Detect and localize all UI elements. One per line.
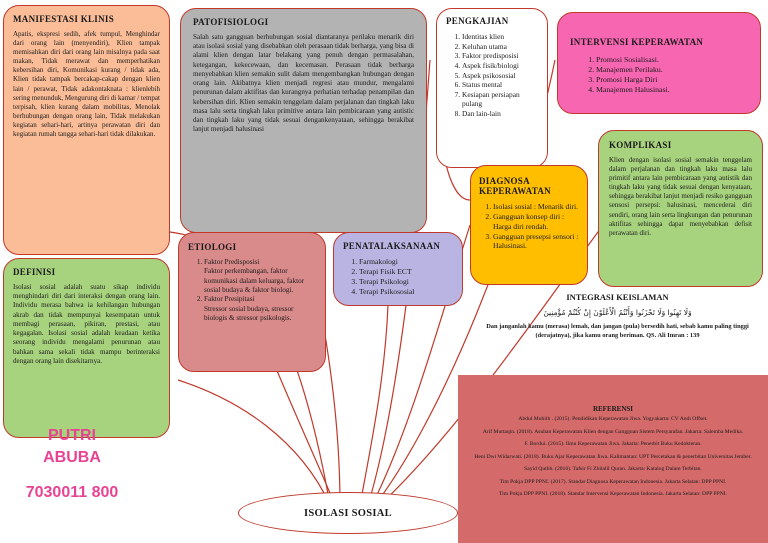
diagnosa-item: 3. Gangguan presepsi sensori : Halusinasi. — [493, 232, 579, 252]
referensi-entry: Heni Dwi Widarwati. (2018). Buku Ajar Keperawatan Jiwa. Kalimantan: UPT Percetakan & penerbitan Universitas Jember. — [474, 453, 752, 460]
referensi-entry: Sayid Qutbh. (2016). Tafsir Fi Zhilalil Quran. Jakarta: Katalog Dalam Terbitan. — [524, 466, 702, 473]
manifestasi-klinis-box — [3, 5, 170, 255]
patofisiologi-title: PATOFISIOLOGI — [193, 17, 269, 27]
etiologi-list — [188, 258, 316, 324]
intervensi-title: INTERVENSI KEPERAWATAN — [570, 37, 704, 47]
referensi-box — [458, 375, 768, 543]
pengkajian-item: 4. Aspek fisik/biologi — [462, 61, 538, 71]
manifestasi-title: MANIFESTASI KLINIS — [13, 14, 115, 24]
manifestasi-text: Apatis, ekspresi sedih, afek tumpul, Menghindar dari orang lain (menyendiri), Klien tampak memisahkan diri dari orang lain misalnya pada saat makan, Tidak merawat dan memperhatikan kebersihan diri, Komunikasi kurang / tidak ada, Klien tidak tampak bercakap-cakap dengan klien lain / perawat, Tidak adakontaknata : klienlebih sering menunduk, Mengurung diri di kamar / tempat terpisah, klien kurang dalam mobilitas, Menolak berhubungan dengan orang lain, Tidak melakukan kegiatan sehari-hari, artinya perawatan diri dan kegiatan rumah tangga sehari-hari tidak dilakukan. — [13, 30, 160, 139]
author-id: 7030011 800 — [25, 484, 119, 501]
komplikasi-title: KOMPLIKASI — [609, 140, 672, 150]
definisi-title: DEFINISI — [13, 267, 56, 277]
patofisiologi-text: Salah satu gangguan berhubungan sosial diantaranya perilaku menarik diri atau isolasi sosial yang disebabkan oleh perasaan tidak berharga, yang bisa di alami klien dengan latar belakang yang penuh dengan permasalahan, ketegangan, kekecewaan, dan kecemasan. Perasaan tidak berharga menyebabkan klien semakin sulit dalam mengembangkan hubungan dengan orang lain. Akibatnya klien menjadi regresi atau mundur, mengalami penurunan dalam aktifitas dan kurangnya perhatian terhadap penampilan dan kebersihan diri. Klien semakin tenggelam dalam perjalanan dan tingkah laku masa lalu serta tingkah laku primitive antara lain pembicaraan yang autistic dan tingkah laku yang tidak sesuai dengankenyataan, sehingga berakibat lanjut menjadi halusinasi — [193, 33, 414, 134]
intervensi-box — [557, 12, 761, 114]
definisi-text: Isolasi sosial adalah suatu sikap individu menghindari diri dari interaksi dengan orang lain. Individu merasa bahwa ia kehilangan hubungan akrab dan tidak mempunyai kesempatan untuk membagi perasaan, pikiran, prestasi, atau kegagalan. Isolasi sosial adalah keadaan ketika seorang individu mengalami penurunan atau bahkan sama sekali tidak mampu berinteraksi dengan orang lain disekitarnya. — [13, 283, 160, 365]
komplikasi-text: Klien dengan isolasi sosial semakin tenggelam dalam perjalanan dan tingkah laku masa lalu primitif antara lain pembicaraan yang autistik dan tingkah laku yang tidak sesuai dengan kenyataan, sehingga berakibat lanjut menjadi resiko gangguan sensosi persepsi: halusinasi, mencederai diri sendiri, orang lain serta lingkungan dan penurunan aktifitas sehingga dapat menyebabkan defisit perawatan diri. — [609, 156, 752, 237]
intervensi-item: 1. Promosi Sosialisasi. — [596, 55, 748, 65]
referensi-entry: F. Bordui. (2015). Ilmu Keperawatan Jiwa. Jakarta: Penerbit Buku Kedokteran. — [524, 441, 702, 448]
pengkajian-item: 6. Status mental — [462, 80, 538, 90]
integrasi-translation: Dan janganlah kamu (merasa) lemah, dan jangan (pula) bersedih hati, sebab kamu paling tinggi (derajatnya), jika kamu orang beriman. QS. Ali Imran : 139 — [486, 323, 749, 339]
penatalaksanaan-item: 2. Terapi Fisik ECT — [359, 267, 453, 277]
etiologi-item-label: Faktor Presipitasi — [204, 295, 255, 304]
center-node — [238, 492, 458, 534]
penatalaksanaan-item: 4. Terapi Psikososial — [359, 287, 453, 297]
etiologi-item-detail: Faktor perkembangan, faktor komunikasi dalam keluarga, faktor sosial budaya & faktor biologi. — [204, 267, 305, 295]
definisi-box — [3, 258, 170, 438]
referensi-entry: Arif Muttaqin. (2018). Asuhan Keperawatan Klien dengan Gangguan Sistem Persyarafan. Jakarta: Salemba Medika. — [482, 428, 744, 435]
etiologi-item — [204, 295, 316, 323]
pengkajian-item: 1. Identitas klien — [462, 32, 538, 42]
penatalaksanaan-title: PENATALAKSANAAN — [343, 241, 441, 251]
pengkajian-item: 8. Dan lain-lain — [462, 109, 538, 119]
komplikasi-box — [598, 130, 763, 287]
etiologi-title: ETIOLOGI — [188, 242, 237, 252]
referensi-entry: Abdul Muhith . (2015). Pendidikan Keperawatan Jiwa. Yogyakarta: CV Andi Offset. — [518, 416, 708, 422]
intervensi-item: 3. Promosi Harga Diri — [596, 75, 748, 85]
integrasi-title: INTEGRASI KEISLAMAN — [566, 292, 669, 302]
pengkajian-item: 5. Aspek psikososial — [462, 71, 538, 81]
intervensi-list — [570, 55, 748, 96]
pengkajian-list — [446, 32, 538, 119]
pengkajian-item: 3. Faktor predisposisi — [462, 51, 538, 61]
diagnosa-title: DIAGNOSA KEPERAWATAN — [479, 176, 551, 196]
pengkajian-box — [436, 8, 548, 168]
pengkajian-item: 7. Kesiapan persiapan pulang — [462, 90, 538, 109]
diagnosa-box — [470, 165, 588, 285]
diagnosa-item: 2. Gangguan konsep diri : Harga diri rendah. — [493, 212, 579, 232]
referensi-entry: Tim Pokja DPP PPNI. (2017). Standar Diagnosa Keperawatan Indonesia. Jakarta Selatan: DPP PPNI. — [499, 478, 727, 485]
referensi-entry: Tim Pokja DPP PPNI. (2018). Standar Intervensi Keperawatan Indonesia. Jakarta Selatan: DPP PPNI. — [498, 491, 728, 498]
intervensi-item: 4. Manajemen Halusinasi. — [596, 85, 748, 95]
intervensi-item: 2. Manajemen Perilaku. — [596, 65, 748, 75]
pengkajian-item: 2. Keluhan utama — [462, 42, 538, 52]
integrasi-section — [470, 292, 765, 372]
penatalaksanaan-item: 1. Farmakologi — [359, 257, 453, 267]
author-name: PUTRI ABUBA — [43, 427, 101, 466]
referensi-title: REFERENSI — [592, 405, 634, 413]
penatalaksanaan-box — [333, 232, 463, 306]
patofisiologi-box — [180, 8, 427, 233]
pengkajian-title: PENGKAJIAN — [446, 16, 509, 26]
diagnosa-list — [479, 202, 579, 251]
penatalaksanaan-item: 3. Terapi Psikologi — [359, 277, 453, 287]
etiologi-item — [204, 258, 316, 295]
center-title: ISOLASI SOSIAL — [304, 507, 392, 519]
integrasi-arabic: وَلَا تَهِنُوا وَلَا تَحْزَنُوا وَأَنْتُمُ الْأَعْلَوْنَ إِنْ كُنْتُمْ مُؤْمِنِينَ — [543, 308, 692, 317]
penatalaksanaan-list — [343, 257, 453, 296]
etiologi-item-detail: Stressor sosial budaya, stressor biologis & stressor psikologis. — [204, 304, 294, 323]
diagnosa-item: 1. Isolasi sosial : Menarik diri. — [493, 202, 579, 212]
etiologi-item-label: Faktor Predisposisi — [204, 258, 260, 266]
etiologi-box — [178, 232, 326, 372]
